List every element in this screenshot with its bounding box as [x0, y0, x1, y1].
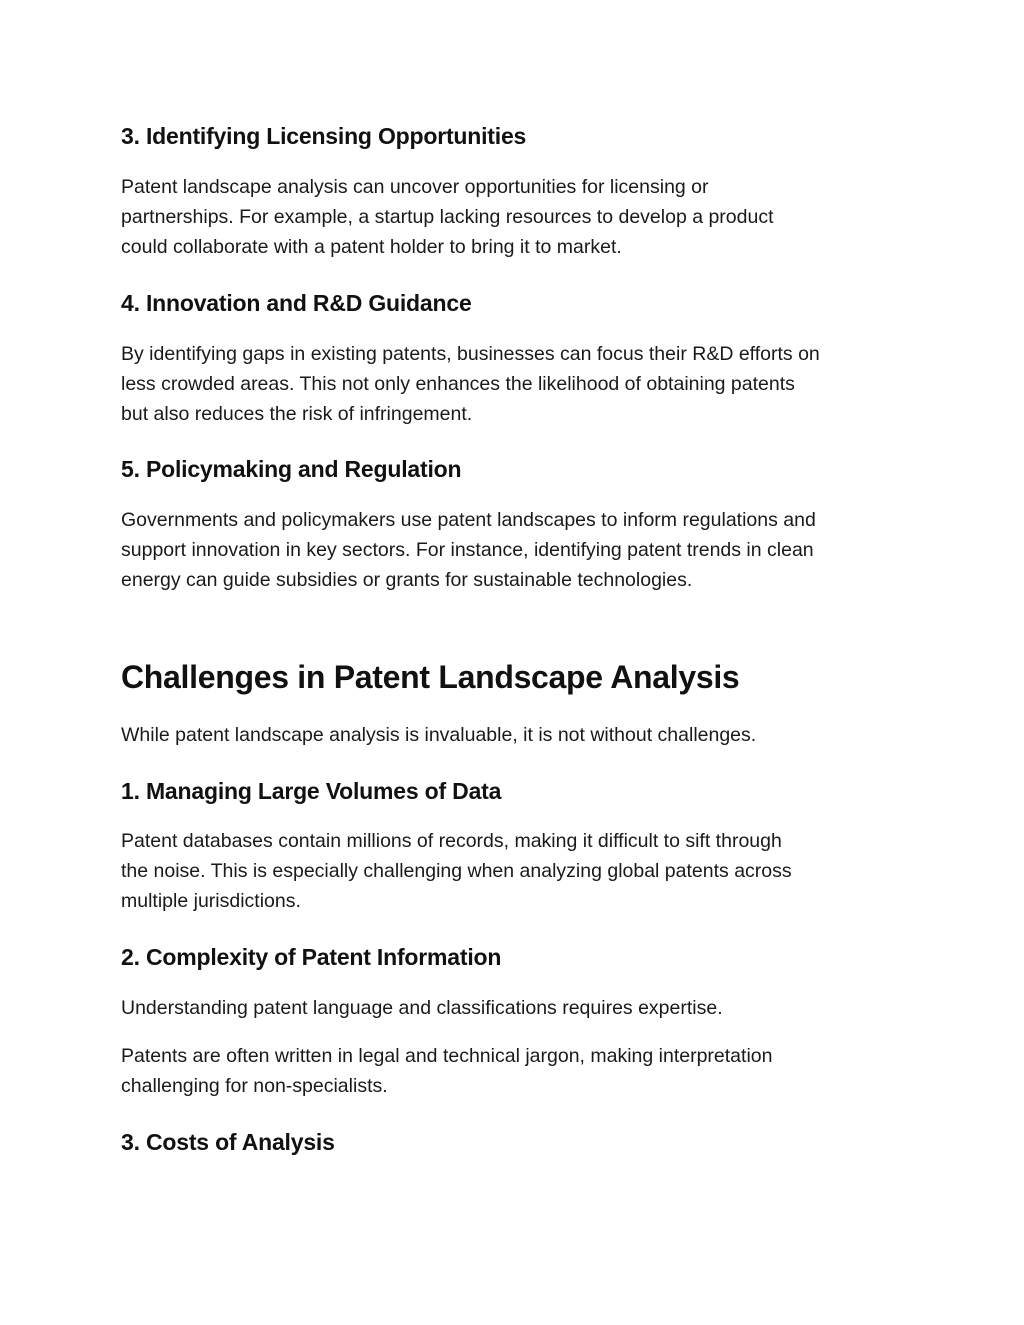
- heading-costs: 3. Costs of Analysis: [121, 1129, 335, 1155]
- text-line: Patents are often written in legal and technical jargon, making interpretation: [121, 1045, 773, 1067]
- heading-licensing-opportunities: 3. Identifying Licensing Opportunities: [121, 123, 527, 149]
- text-line: challenging for non-specialists.: [121, 1075, 388, 1097]
- paragraph-complexity-2: [121, 1041, 911, 1101]
- paragraph-complexity-1: Understanding patent language and classifications requires expertise.: [121, 997, 723, 1019]
- paragraph-data-volume: [121, 826, 911, 916]
- section-title-challenges: Challenges in Patent Landscape Analysis: [121, 659, 740, 695]
- text-line: multiple jurisdictions.: [121, 890, 301, 912]
- heading-policymaking: 5. Policymaking and Regulation: [121, 456, 462, 482]
- text-line: partnerships. For example, a startup lacking resources to develop a product: [121, 206, 774, 228]
- paragraph-licensing: [121, 172, 911, 262]
- text-line: Governments and policymakers use patent landscapes to inform regulations and: [121, 509, 816, 531]
- paragraph-policymaking: [121, 505, 911, 595]
- text-line: Patent databases contain millions of records, making it difficult to sift through: [121, 830, 782, 852]
- text-line: By identifying gaps in existing patents, businesses can focus their R&D efforts on: [121, 343, 820, 365]
- text-line: less crowded areas. This not only enhances the likelihood of obtaining patents: [121, 373, 795, 395]
- heading-innovation-guidance: 4. Innovation and R&D Guidance: [121, 290, 472, 316]
- paragraph-innovation: [121, 339, 911, 429]
- text-line: support innovation in key sectors. For instance, identifying patent trends in clean: [121, 539, 814, 561]
- text-line: energy can guide subsidies or grants for sustainable technologies.: [121, 569, 693, 591]
- text-line: the noise. This is especially challenging when analyzing global patents across: [121, 860, 792, 882]
- text-line: Patent landscape analysis can uncover opportunities for licensing or: [121, 176, 709, 198]
- heading-complexity: 2. Complexity of Patent Information: [121, 944, 502, 970]
- heading-data-volume: 1. Managing Large Volumes of Data: [121, 778, 502, 804]
- text-line: but also reduces the risk of infringement.: [121, 403, 473, 425]
- paragraph-challenges-intro: While patent landscape analysis is invaluable, it is not without challenges.: [121, 724, 757, 746]
- text-line: could collaborate with a patent holder to bring it to market.: [121, 236, 622, 258]
